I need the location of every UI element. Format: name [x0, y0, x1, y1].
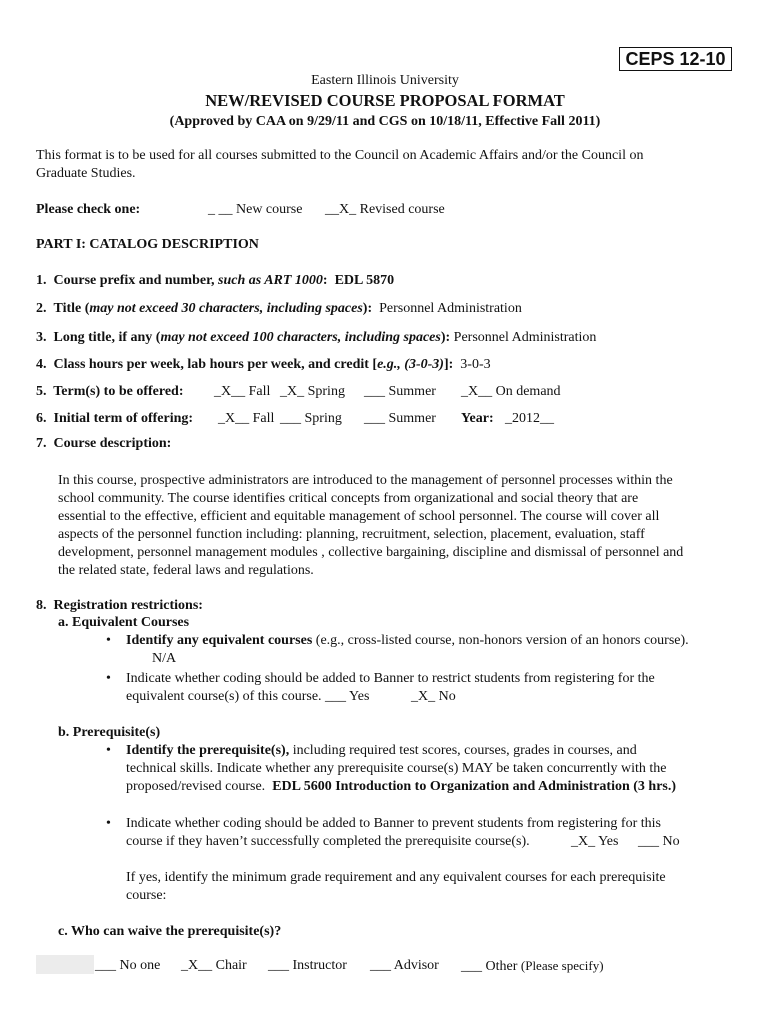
- item-6-num: 6.: [36, 411, 47, 426]
- prereq-no-option[interactable]: ___ No: [638, 834, 680, 849]
- item-3-hint: may not exceed 100 characters, including spaces: [160, 330, 441, 345]
- intro-line-1: This format is to be used for all courses submitted to the Council on Academic Affairs and/or the Council on: [36, 148, 644, 163]
- item-4: [36, 357, 491, 373]
- item-1-label: Course prefix and number,: [53, 273, 215, 288]
- approval-note: (Approved by CAA on 9/29/11 and CGS on 10/18/11, Effective Fall 2011): [169, 114, 601, 129]
- equivalent-identify: [126, 633, 689, 649]
- waive-heading: c. Who can waive the prerequisite(s)?: [58, 924, 282, 939]
- description-line: aspects of the personnel function including: planning, recruitment, selection, placement, evaluation, staff: [58, 527, 645, 542]
- item-2: [36, 301, 522, 317]
- item-5-label-group: [36, 384, 184, 400]
- term-summer-option[interactable]: ___ Summer: [364, 384, 436, 399]
- equivalent-identify-bold: Identify any equivalent courses: [126, 633, 313, 648]
- if-yes-line-1: If yes, identify the minimum grade requirement and any equivalent courses for each prerequisite: [126, 870, 666, 885]
- item-4-num: 4.: [36, 357, 47, 372]
- item-4-hint: e.g., (3-0-3): [377, 357, 444, 372]
- bullet-icon: •: [106, 743, 111, 758]
- equivalent-courses-heading: a. Equivalent Courses: [58, 615, 190, 630]
- year-value[interactable]: _2012__: [505, 411, 554, 426]
- long-title-value[interactable]: Personnel Administration: [453, 330, 597, 345]
- initial-spring-option[interactable]: ___ Spring: [280, 411, 342, 426]
- year-label: Year:: [461, 411, 494, 426]
- item-6-label-group: [36, 411, 193, 427]
- prerequisites-heading: b. Prerequisite(s): [58, 725, 161, 740]
- waive-instructor-option[interactable]: ___ Instructor: [268, 958, 347, 973]
- item-3-close: ):: [440, 330, 451, 345]
- prereq-yes-option[interactable]: _X_ Yes: [571, 834, 619, 849]
- item-4-close: ]:: [443, 357, 454, 372]
- prereq-value[interactable]: EDL 5600 Introduction to Organization and Administration (3 hrs.): [272, 779, 677, 794]
- term-demand-option[interactable]: _X__ On demand: [461, 384, 561, 399]
- waive-chair-option[interactable]: _X__ Chair: [181, 958, 247, 973]
- revised-course-option[interactable]: __X_ Revised course: [325, 202, 445, 217]
- item-8-num: 8.: [36, 598, 47, 613]
- if-yes-line-2: course:: [126, 888, 167, 903]
- equivalent-banner-line-2[interactable]: equivalent course(s) of this course. ___ Yes: [126, 689, 370, 704]
- prereq-identify-rest: including required test scores, courses, grades in courses, and: [289, 743, 637, 758]
- waive-advisor-option[interactable]: ___ Advisor: [370, 958, 439, 973]
- description-line: In this course, prospective administrators are introduced to the management of personnel processes within the: [58, 473, 673, 488]
- item-2-close: ):: [362, 301, 373, 316]
- initial-summer-option[interactable]: ___ Summer: [364, 411, 436, 426]
- equivalent-identify-rest: (e.g., cross-listed course, non-honors version of an honors course).: [312, 633, 689, 648]
- prereq-identify-line-3-text: proposed/revised course.: [126, 779, 266, 794]
- item-1-hint: such as ART 1000: [218, 273, 323, 288]
- item-7-label: Course description:: [53, 436, 172, 451]
- item-2-num: 2.: [36, 301, 47, 316]
- item-3-label: Long title, if any (: [53, 330, 161, 345]
- item-6-label: Initial term of offering:: [53, 411, 194, 426]
- item-8-label: Registration restrictions:: [53, 598, 203, 613]
- credit-value[interactable]: 3-0-3: [460, 357, 491, 372]
- check-one-label: Please check one:: [36, 202, 141, 217]
- intro-line-2: Graduate Studies.: [36, 166, 136, 181]
- prereq-banner-line-1: Indicate whether coding should be added to Banner to prevent students from registering for this: [126, 816, 661, 831]
- item-1: [36, 273, 394, 289]
- waive-no-one-option[interactable]: ___ No one: [95, 958, 161, 973]
- new-course-option[interactable]: _ __ New course: [208, 202, 303, 217]
- item-8: [36, 598, 203, 614]
- initial-fall-option[interactable]: _X__ Fall: [218, 411, 275, 426]
- item-2-hint: may not exceed 30 characters, including spaces: [89, 301, 363, 316]
- item-3-num: 3.: [36, 330, 47, 345]
- equivalent-banner-line-1: Indicate whether coding should be added to Banner to restrict students from registering for the: [126, 671, 655, 686]
- bullet-icon: •: [106, 633, 111, 648]
- item-4-label: Class hours per week, lab hours per week, and credit [: [53, 357, 378, 372]
- waive-other-option[interactable]: [461, 958, 604, 975]
- description-line: development, personnel management modules , collective bargaining, discipline and dismissal of personnel and: [58, 545, 684, 560]
- prereq-identify-line-2: technical skills. Indicate whether any prerequisite course(s) MAY be taken concurrently with the: [126, 761, 667, 776]
- prereq-identify: [126, 743, 637, 759]
- waive-other-hint: (Please specify): [520, 958, 604, 973]
- item-5-num: 5.: [36, 384, 47, 399]
- item-1-num: 1.: [36, 273, 47, 288]
- item-7: [36, 436, 171, 452]
- description-line: school community. The course identifies critical concepts from organizational and social theory that are: [58, 491, 639, 506]
- item-3: [36, 330, 596, 346]
- ceps-label-box: CEPS 12-10: [619, 47, 732, 71]
- prereq-identify-bold: Identify the prerequisite(s),: [126, 743, 290, 758]
- course-prefix-value[interactable]: EDL 5870: [334, 273, 395, 288]
- description-line: essential to the effective, efficient and equitable management of school personnel. The course will cover all: [58, 509, 660, 524]
- part1-heading: PART I: CATALOG DESCRIPTION: [36, 237, 259, 252]
- item-7-num: 7.: [36, 436, 47, 451]
- title-value[interactable]: Personnel Administration: [379, 301, 522, 316]
- description-line: the related state, federal laws and regulations.: [58, 563, 314, 578]
- equivalent-no-option[interactable]: _X_ No: [411, 689, 456, 704]
- item-5-label: Term(s) to be offered:: [53, 384, 184, 399]
- university-name: Eastern Illinois University: [311, 73, 459, 88]
- bullet-icon: •: [106, 671, 111, 686]
- equivalent-value[interactable]: N/A: [152, 651, 177, 666]
- bullet-icon: •: [106, 816, 111, 831]
- waive-other-label: ___ Other: [461, 959, 518, 974]
- term-fall-option[interactable]: _X__ Fall: [214, 384, 271, 399]
- shaded-field[interactable]: [36, 955, 94, 974]
- prereq-identify-line-3: [126, 779, 676, 795]
- prereq-banner-line-2: course if they haven’t successfully completed the prerequisite course(s).: [126, 834, 530, 849]
- item-1-colon: :: [322, 273, 328, 288]
- term-spring-option[interactable]: _X_ Spring: [280, 384, 345, 399]
- form-title: NEW/REVISED COURSE PROPOSAL FORMAT: [205, 91, 565, 110]
- item-2-label: Title (: [53, 301, 90, 316]
